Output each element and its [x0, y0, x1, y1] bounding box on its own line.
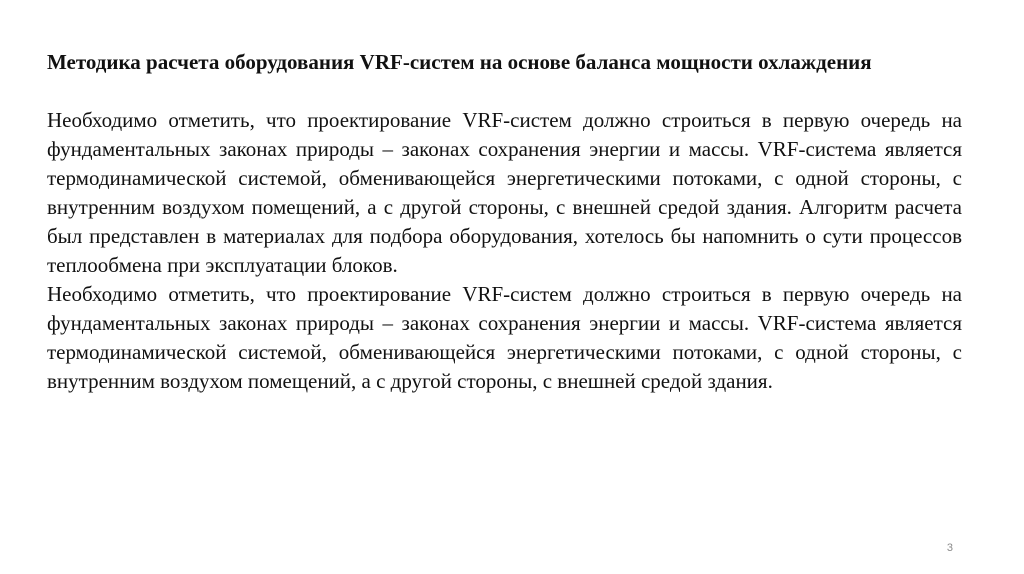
slide-content — [47, 48, 962, 396]
title-spacer — [47, 77, 962, 106]
slide-title: Методика расчета оборудования VRF-систем на основе баланса мощности охлаждения — [47, 50, 872, 74]
paragraph-1: Необходимо отметить, что проектирование VRF-систем должно строиться в первую очередь на фундаментальных законах природы – законах сохранения энергии и массы. VRF-система является термодинамической системой, обменивающейся энергетическими потоками, с одной стороны, с внутренним воздухом помещений, а с другой стороны, с внешней средой здания. Алгоритм расчета был представлен в материалах для подбора оборудования, хотелось бы напомнить о сути процессов теплообмена при эксплуатации блоков. — [47, 108, 962, 277]
paragraph-2: Необходимо отметить, что проектирование VRF-систем должно строиться в первую очередь на фундаментальных законах природы – законах сохранения энергии и массы. VRF-система является термодинамической системой, обменивающейся энергетическими потоками, с одной стороны, с внутренним воздухом помещений, а с другой стороны, с внешней средой здания. — [47, 282, 962, 393]
page-number: 3 — [946, 542, 953, 554]
